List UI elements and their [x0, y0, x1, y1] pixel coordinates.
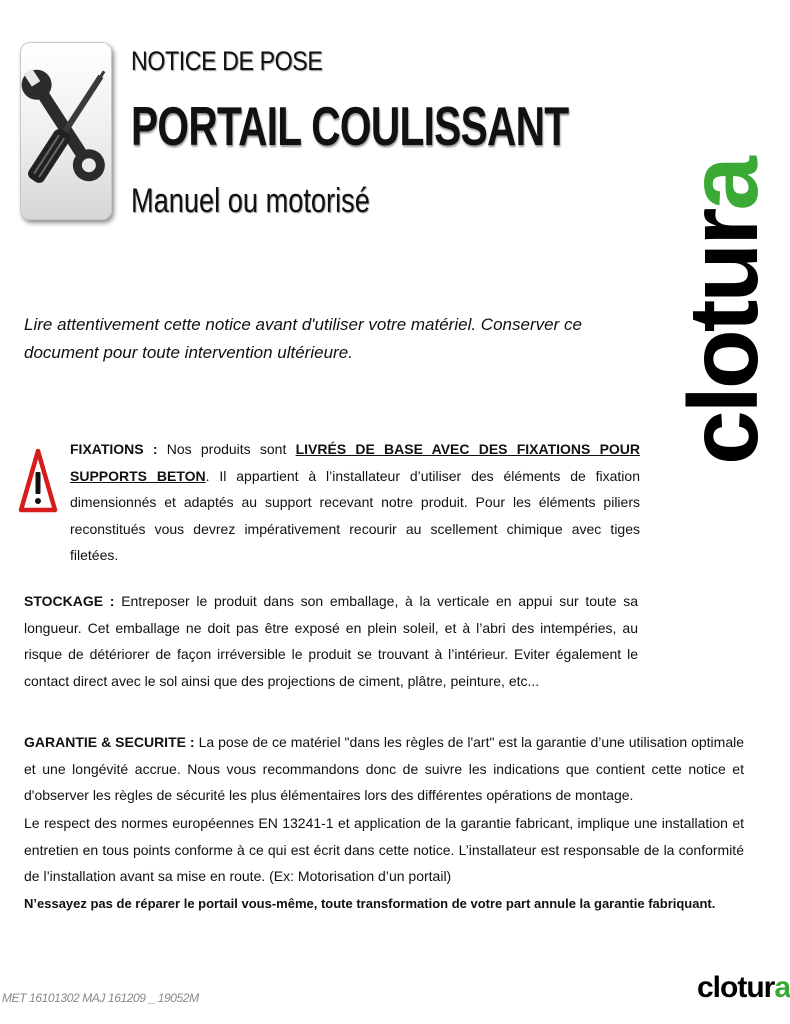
- fixations-section: [70, 436, 640, 569]
- wrench-screwdriver-icon: [24, 60, 108, 200]
- fixations-text-after: . Il appartient à l’installateur d’utiliser des éléments de fixation dimensionnés et adaptés au support recevant notre produit. Pour les éléments piliers reconstitués vous devrez impérativement recourir au scellement chimique avec tiges filetées.: [70, 467, 640, 563]
- stockage-section: [24, 588, 638, 694]
- garantie-section: [24, 729, 744, 809]
- garantie-warning: N’essayez pas de réparer le portail vous-même, toute transformation de votre part annule la garantie fabriquant.: [24, 896, 716, 911]
- fixations-label: FIXATIONS :: [70, 441, 158, 457]
- intro-text: Lire attentivement cette notice avant d'utiliser votre matériel. Conserver ce document pour toute intervention ultérieure.: [24, 315, 582, 362]
- footer-brand-accent: a: [774, 971, 790, 1004]
- garantie-text: La pose de ce matériel "dans les règles de l'art" est la garantie d’une utilisation optimale et une longévité accrue. Nous vous recommandons donc de suivre les indications que contient cette notice et d'observer les règles de sécurité les plus élémentaires lors des différentes opérations de montage.: [24, 734, 744, 803]
- stockage-text: Entreposer le produit dans son emballage, à la verticale en appui sur toute sa longueur. Cet emballage ne doit pas être exposé en plein soleil, et à l’abri des intempéries, au risque de détériorer de façon irréversible le produit se trouvant à l’intérieur. Eviter également le contact direct avec le sol ainsi que des projections de ciment, plâtre, peinture, etc...: [24, 593, 639, 689]
- notice-title: NOTICE DE POSE: [131, 46, 323, 76]
- warning-triangle-icon: [18, 448, 58, 514]
- fixations-underlined: LIVRÉS DE BASE AVEC DES FIXATIONS POUR SUPPORTS BETON: [70, 441, 641, 484]
- stockage-label: STOCKAGE :: [24, 593, 115, 609]
- brand-logo-vertical: [668, 17, 778, 607]
- fixations-text-before: Nos produits sont: [166, 441, 287, 457]
- normes-paragraph: Le respect des normes européennes EN 13241-1 et application de la garantie fabricant, implique une installation et entretien en tous points conforme à ce qui est écrit dans cette notice. L’installateur est responsable de la conformité de l’installation avant sa mise en route. (Ex: Motorisation d’un portail): [24, 815, 744, 884]
- brand-logo-footer: [697, 971, 790, 1005]
- footer-reference: MET 16101302 MAJ 161209 _ 19052M: [2, 991, 199, 1005]
- garantie-label: GARANTIE & SECURITE :: [24, 734, 195, 750]
- brand-name-accent: a: [668, 159, 778, 211]
- tools-badge: [20, 42, 112, 220]
- product-subtitle: Manuel ou motorisé: [131, 182, 370, 220]
- brand-name-main: clotur: [668, 210, 778, 465]
- product-title: PORTAIL COULISSANT: [131, 95, 569, 157]
- footer-brand-main: clotur: [697, 971, 775, 1004]
